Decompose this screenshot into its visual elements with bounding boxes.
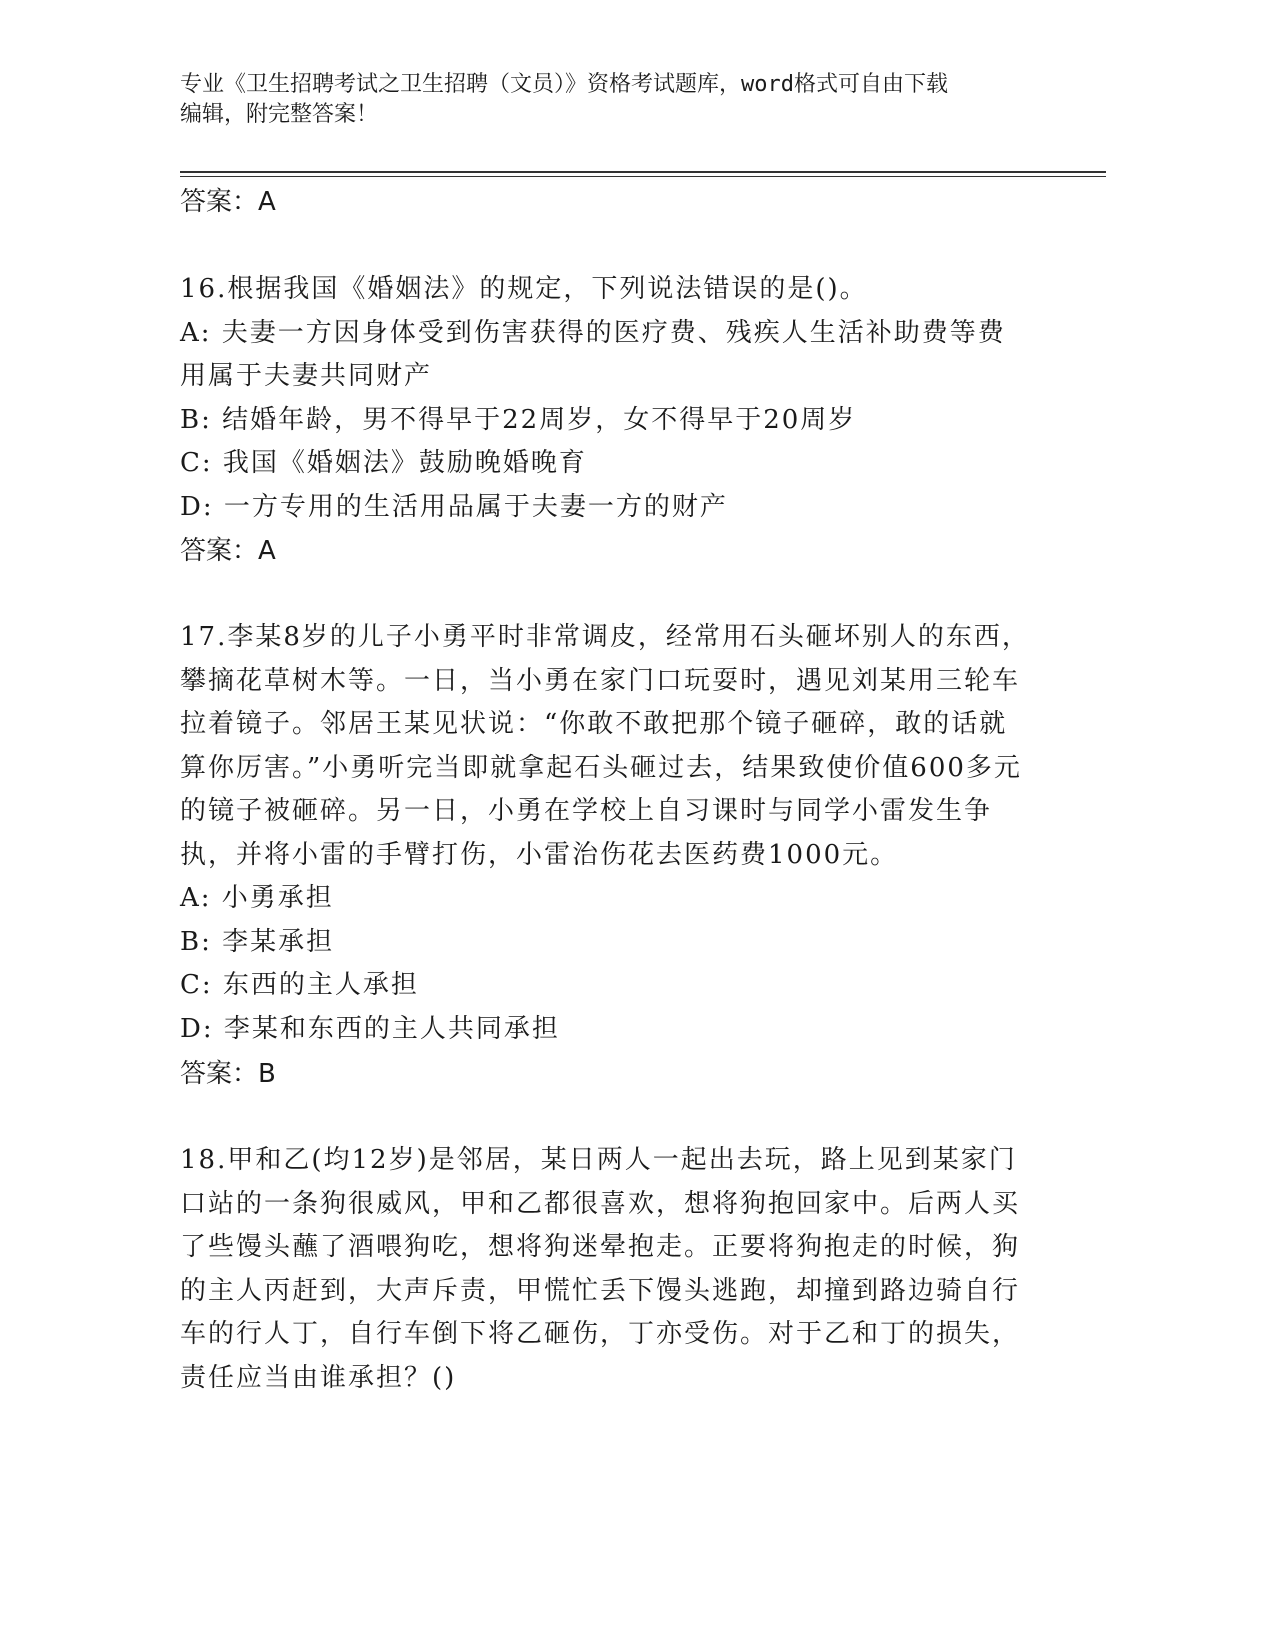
question-16-text: 16.根据我国《婚姻法》的规定，下列说法错误的是()。 bbox=[180, 274, 868, 304]
document-header bbox=[180, 70, 1060, 130]
question-17-option-d: D: 李某和东西的主人共同承担 bbox=[180, 1013, 560, 1044]
question-17 bbox=[180, 616, 1030, 1051]
question-16 bbox=[180, 268, 1030, 529]
question-17-answer: 答案：B bbox=[180, 1059, 276, 1089]
header-divider-thick bbox=[180, 171, 1106, 173]
header-line-1: 专业《卫生招聘考试之卫生招聘（文员）》资格考试题库，word格式可自由下载 bbox=[180, 72, 948, 97]
question-17-option-c: C: 东西的主人承担 bbox=[180, 970, 419, 1000]
question-16-option-c: C: 我国《婚姻法》鼓励晚婚晚育 bbox=[180, 448, 587, 478]
question-18-text: 18.甲和乙(均12岁)是邻居，某日两人一起出去玩，路上见到某家门口站的一条狗很威风，甲和乙都很喜欢，想将狗抱回家中。后两人买了些馒头蘸了酒喂狗吃，想将狗迷晕抱走。正要将狗抱走的时候，狗的主人丙赶到，大声斥责，甲慌忙丢下馒头逃跑，却撞到路边骑自行车的行人丁，自行车倒下将乙砸伤，丁亦受伤。对于乙和丁的损失，责任应当由谁承担？() bbox=[180, 1145, 1021, 1393]
question-16-option-d: D: 一方专用的生活用品属于夫妻一方的财产 bbox=[180, 491, 728, 522]
question-16-option-b: B: 结婚年龄，男不得早于22周岁，女不得早于20周岁 bbox=[180, 404, 857, 435]
question-17-option-a: A: 小勇承担 bbox=[180, 883, 334, 913]
question-17-option-b: B: 李某承担 bbox=[180, 926, 335, 957]
question-18 bbox=[180, 1139, 1030, 1400]
question-17-text: 17.李某8岁的儿子小勇平时非常调皮，经常用石头砸坏别人的东西，攀摘花草树木等。一日，当小勇在家门口玩耍时，遇见刘某用三轮车拉着镜子。邻居王某见状说：“你敢不敢把那个镜子砸碎，敢的话就算你厉害。”小勇听完当即就拿起石头砸过去，结果致使价值600多元的镜子被砸碎。另一日，小勇在学校上自习课时与同学小雷发生争执，并将小雷的手臂打伤，小雷治伤花去医药费1000元。 bbox=[180, 622, 1030, 870]
header-line-2: 编辑，附完整答案！ bbox=[180, 102, 379, 127]
question-16-option-a: A: 夫妻一方因身体受到伤害获得的医疗费、残疾人生活补助费等费用属于夫妻共同财产 bbox=[180, 317, 1006, 391]
question-16-answer: 答案：A bbox=[180, 536, 276, 566]
answer-previous: 答案：A bbox=[180, 187, 276, 217]
header-divider-thin bbox=[180, 176, 1106, 177]
